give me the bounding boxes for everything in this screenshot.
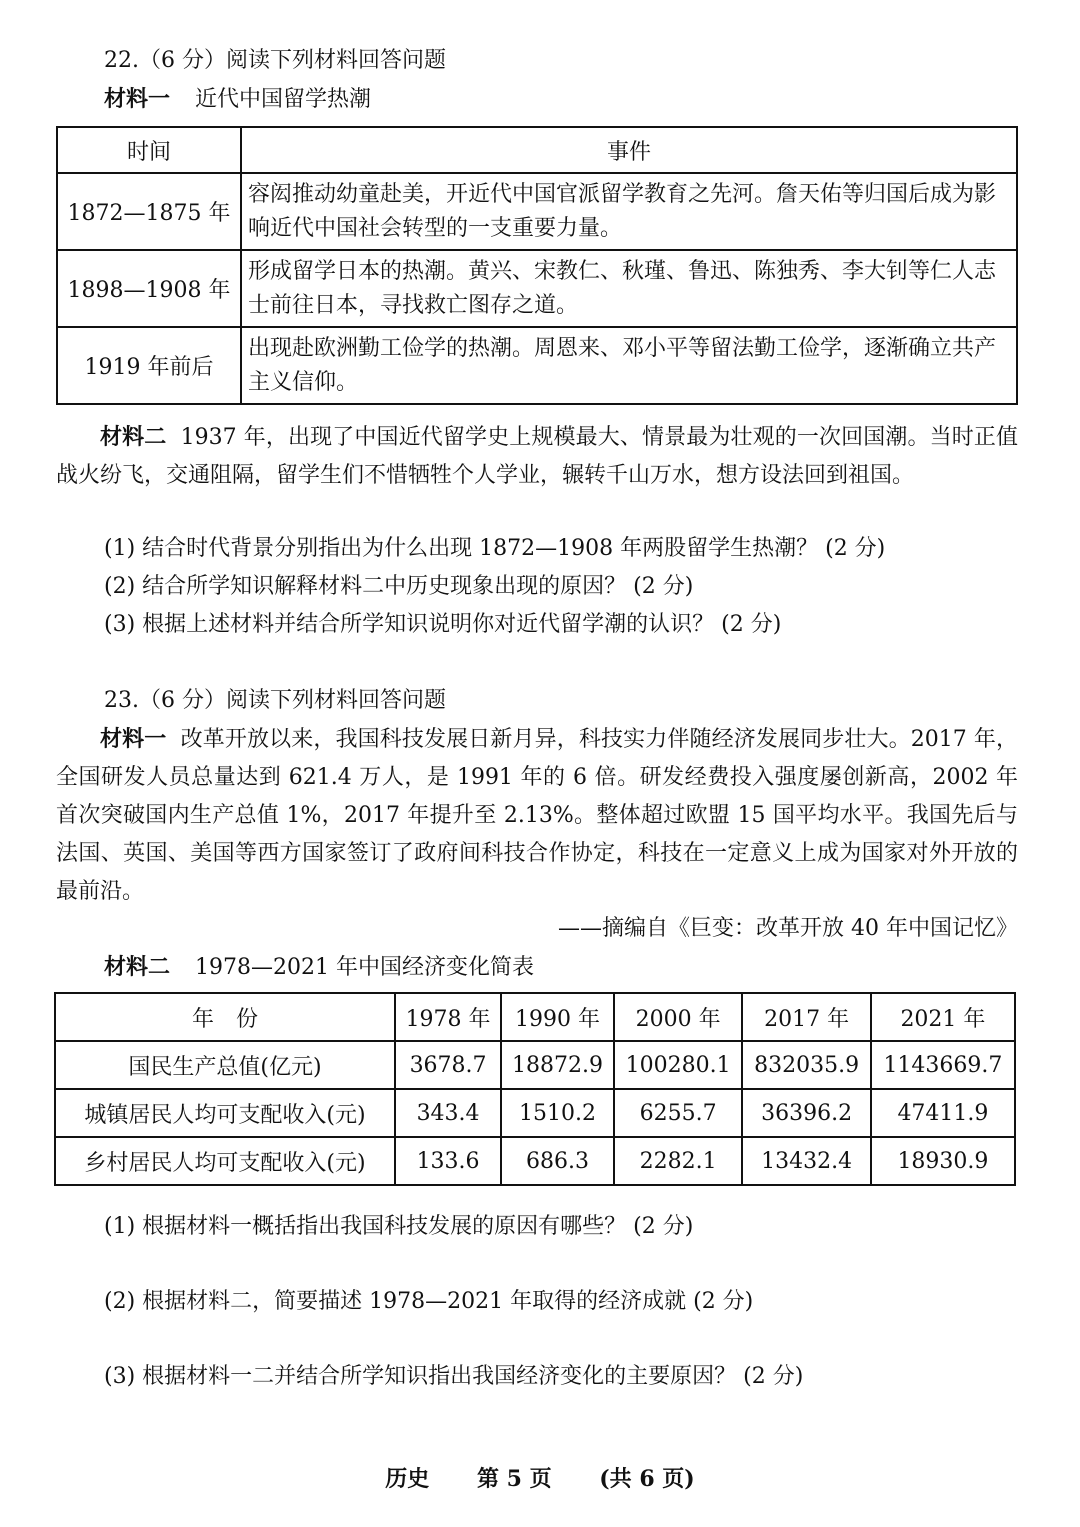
table-cell-event: 容闳推动幼童赴美，开近代中国官派留学教育之先河。詹天佑等归国后成为影响近代中国社会转型的一支重要力量。: [241, 173, 1017, 250]
table-cell-time: 1919 年前后: [57, 327, 241, 404]
table-header-col: 1978 年: [395, 993, 501, 1041]
table-cell-time: 1898—1908 年: [57, 250, 241, 327]
table-cell: 6255.7: [614, 1089, 742, 1137]
q23-question-1: (1) 根据材料一概括指出我国科技发展的原因有哪些？ (2 分): [104, 1214, 694, 1239]
table-cell: 343.4: [395, 1089, 501, 1137]
q22-material2: [56, 418, 1018, 495]
table-row-label: 国民生产总值(亿元): [55, 1041, 395, 1089]
table-row-label: 乡村居民人均可支配收入(元): [55, 1137, 395, 1185]
table-header-col: 2017 年: [742, 993, 870, 1041]
q23-material1: [56, 720, 1018, 911]
q23-m1-text: 改革开放以来，我国科技发展日新月异，科技实力伴随经济发展同步壮大。2017 年，全国研发人员总量达到 621.4 万人，是 1991 年的 6 倍。研发经费投入强度屡创新高，2002 年首次突破国内生产总值 1%，2017 年提升至 2.13%。整体超过欧盟 15 国平均水平。我国先后与法国、英国、美国等西方国家签订了政府间科技合作协定，科技在一定意义上成为国家对外开放的最前沿。: [56, 727, 1018, 904]
table-cell: 686.3: [501, 1137, 614, 1185]
q22-title: 22.（6 分）阅读下列材料回答问题: [104, 48, 446, 73]
q22-question-2: (2) 结合所学知识解释材料二中历史现象出现的原因？ (2 分): [104, 574, 694, 599]
q23-table: [54, 992, 1016, 1186]
q22-m2-text: 1937 年，出现了中国近代留学史上规模最大、情景最为壮观的一次回国潮。当时正值战火纷飞，交通阻隔，留学生们不惜牺牲个人学业，辗转千山万水，想方设法回到祖国。: [56, 425, 1018, 488]
table-cell: 100280.1: [614, 1041, 742, 1089]
table-header-col: 2021 年: [871, 993, 1015, 1041]
footer-subject: 历史: [385, 1466, 430, 1492]
table-header-time: 时间: [57, 127, 241, 173]
table-cell-event: 形成留学日本的热潮。黄兴、宋教仁、秋瑾、鲁迅、陈独秀、李大钊等仁人志士前往日本，寻找救亡图存之道。: [241, 250, 1017, 327]
q22-material1-heading: [104, 84, 371, 115]
table-row: [57, 327, 1017, 404]
table-cell: 36396.2: [742, 1089, 870, 1137]
footer-total: (共 6 页): [599, 1466, 695, 1492]
q22-m1-title: 近代中国留学热潮: [195, 87, 372, 112]
table-cell: 133.6: [395, 1137, 501, 1185]
table-row: [55, 1041, 1015, 1089]
table-header-event: 事件: [241, 127, 1017, 173]
table-cell-time: 1872—1875 年: [57, 173, 241, 250]
table-cell: 13432.4: [742, 1137, 870, 1185]
table-row: [57, 250, 1017, 327]
q23-material2-heading: [104, 952, 534, 983]
table-cell: 18930.9: [871, 1137, 1015, 1185]
q23-m1-label: 材料一: [100, 726, 167, 752]
table-row: [55, 1089, 1015, 1137]
page-footer: [0, 1464, 1080, 1494]
q23-question-3: (3) 根据材料一二并结合所学知识指出我国经济变化的主要原因？ (2 分): [104, 1364, 804, 1389]
footer-page: 第 5 页: [476, 1466, 552, 1492]
q23-title: 23.（6 分）阅读下列材料回答问题: [104, 688, 446, 713]
table-header-col: 2000 年: [614, 993, 742, 1041]
q23-source: ——摘编自《巨变：改革开放 40 年中国记忆》: [558, 916, 1018, 941]
q22-question-1: (1) 结合时代背景分别指出为什么出现 1872—1908 年两股留学生热潮？ (2 分): [104, 536, 886, 561]
table-cell: 1510.2: [501, 1089, 614, 1137]
table-header-row: [55, 993, 1015, 1041]
table-header-row: [57, 127, 1017, 173]
q22-m2-label: 材料二: [100, 424, 167, 450]
table-cell: 2282.1: [614, 1137, 742, 1185]
q23-question-2: (2) 根据材料二，简要描述 1978—2021 年取得的经济成就 (2 分): [104, 1289, 754, 1314]
table-row: [57, 173, 1017, 250]
q23-m2-title: 1978—2021 年中国经济变化简表: [195, 955, 534, 980]
q22-question-3: (3) 根据上述材料并结合所学知识说明你对近代留学潮的认识？ (2 分): [104, 612, 782, 637]
q23-m2-label: 材料二: [104, 954, 171, 980]
table-row-label: 城镇居民人均可支配收入(元): [55, 1089, 395, 1137]
table-cell: 832035.9: [742, 1041, 870, 1089]
q22-table: [56, 126, 1018, 405]
table-row: [55, 1137, 1015, 1185]
table-header-col: 1990 年: [501, 993, 614, 1041]
table-cell-event: 出现赴欧洲勤工俭学的热潮。周恩来、邓小平等留法勤工俭学，逐渐确立共产主义信仰。: [241, 327, 1017, 404]
table-cell: 3678.7: [395, 1041, 501, 1089]
q22-m1-label: 材料一: [104, 86, 171, 112]
table-cell: 18872.9: [501, 1041, 614, 1089]
table-header-year: 年 份: [55, 993, 395, 1041]
table-cell: 1143669.7: [871, 1041, 1015, 1089]
table-cell: 47411.9: [871, 1089, 1015, 1137]
